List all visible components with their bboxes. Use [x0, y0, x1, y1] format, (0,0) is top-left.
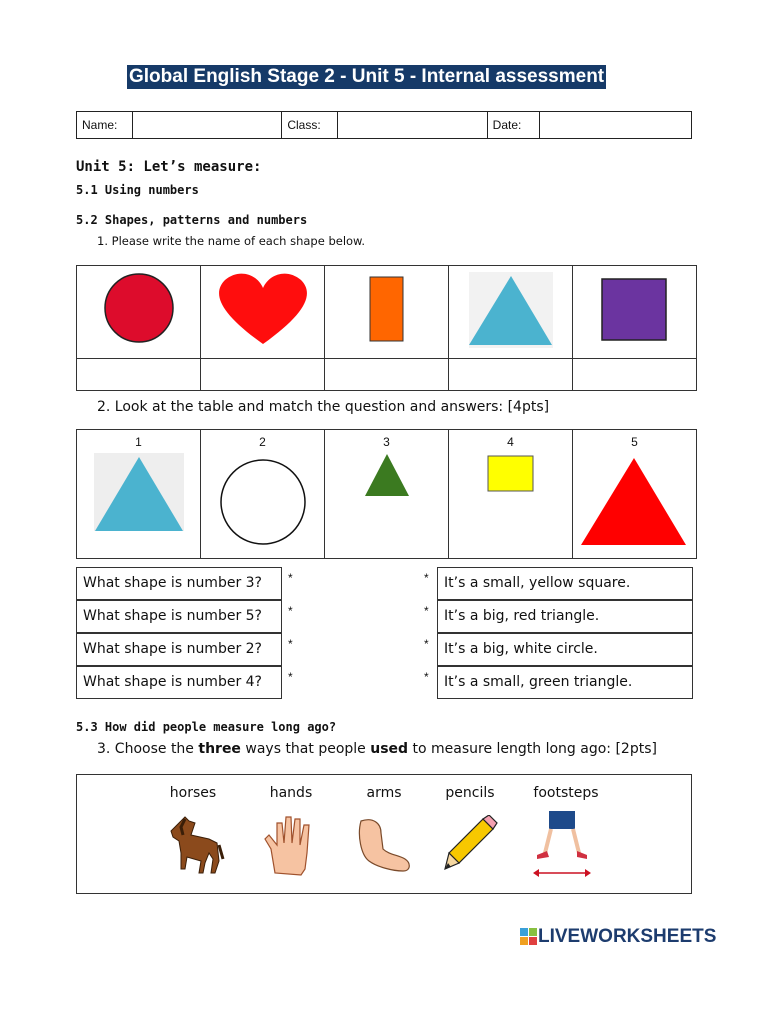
section-5-3: 5.3 How did people measure long ago? [76, 720, 337, 734]
hand-icon[interactable] [261, 813, 319, 879]
shape-cell-5 [573, 266, 697, 359]
match-dot-left-4[interactable]: * [288, 670, 293, 684]
question-3-bold-used: used [370, 741, 409, 757]
page-title: Global English Stage 2 - Unit 5 - Internal assessment [129, 66, 605, 87]
numbered-cell-1 [77, 430, 201, 559]
measurement-options-box [76, 774, 692, 894]
footsteps-icon[interactable] [529, 809, 597, 879]
option-pencils[interactable]: pencils [445, 785, 495, 801]
match-dot-right-2[interactable]: * [424, 604, 429, 618]
answer-cell-2[interactable] [201, 359, 325, 391]
shape-cell-3 [325, 266, 449, 359]
match-answer-2: It’s a big, red triangle. [437, 600, 693, 633]
pencil-icon[interactable] [443, 815, 499, 875]
date-label: Date: [488, 112, 540, 138]
liveworksheets-logo [520, 926, 716, 948]
answer-cell-5[interactable] [573, 359, 697, 391]
numbered-shapes-table [76, 429, 697, 559]
option-horses[interactable]: horses [169, 785, 217, 801]
match-dot-left-3[interactable]: * [288, 637, 293, 651]
section-5-1: 5.1 Using numbers [76, 183, 199, 197]
arm-icon[interactable] [355, 815, 415, 877]
option-arms[interactable]: arms [366, 785, 402, 801]
date-field[interactable] [540, 112, 692, 138]
question-3-post: to measure length long ago: [2pts] [408, 741, 657, 757]
match-dot-right-4[interactable]: * [424, 670, 429, 684]
unit-heading: Unit 5: Let’s measure: [76, 159, 262, 175]
match-answer-1: It’s a small, yellow square. [437, 567, 693, 600]
match-question-2: What shape is number 5? [76, 600, 282, 633]
horse-icon[interactable] [165, 813, 225, 877]
shape-cell-4 [449, 266, 573, 359]
answer-cell-3[interactable] [325, 359, 449, 391]
shape-cell-2 [201, 266, 325, 359]
red-circle-shape [77, 266, 200, 354]
question-1: 1. Please write the name of each shape below. [97, 234, 366, 248]
red-heart-shape [201, 266, 324, 354]
shape-number-1: 1 [135, 435, 142, 449]
shape-number-3: 3 [383, 435, 390, 449]
match-question-3: What shape is number 2? [76, 633, 282, 666]
class-field[interactable] [338, 112, 488, 138]
match-answer-4: It’s a small, green triangle. [437, 666, 693, 699]
match-dot-right-1[interactable]: * [424, 571, 429, 585]
shapes-naming-table [76, 265, 697, 391]
shape-number-4: 4 [507, 435, 514, 449]
section-5-2: 5.2 Shapes, patterns and numbers [76, 213, 308, 227]
question-2: 2. Look at the table and match the question and answers: [4pts] [97, 399, 550, 415]
numbered-cell-5 [573, 430, 697, 559]
orange-rectangle-shape [325, 266, 448, 354]
answer-cell-1[interactable] [77, 359, 201, 391]
option-footsteps[interactable]: footsteps [533, 785, 599, 801]
numbered-cell-4 [449, 430, 573, 559]
question-3-mid: ways that people [240, 741, 371, 757]
match-dot-left-1[interactable]: * [288, 571, 293, 585]
answer-cell-4[interactable] [449, 359, 573, 391]
student-info-row [76, 111, 692, 139]
shape-number-2: 2 [259, 435, 266, 449]
question-3-pre: 3. Choose the [97, 741, 199, 757]
purple-square-shape [573, 266, 696, 354]
question-3 [97, 741, 657, 757]
option-hands[interactable]: hands [269, 785, 313, 801]
liveworksheets-logo-text: LIVEWORKSHEETS [538, 926, 717, 947]
match-dot-left-2[interactable]: * [288, 604, 293, 618]
shape-number-5: 5 [631, 435, 638, 449]
numbered-cell-3 [325, 430, 449, 559]
name-field[interactable] [133, 112, 283, 138]
liveworksheets-logo-icon [520, 928, 538, 946]
numbered-cell-2 [201, 430, 325, 559]
name-label: Name: [77, 112, 133, 138]
match-answer-3: It’s a big, white circle. [437, 633, 693, 666]
blue-triangle-shape [449, 266, 572, 354]
class-label: Class: [282, 112, 338, 138]
question-3-bold-three: three [198, 741, 241, 757]
match-question-4: What shape is number 4? [76, 666, 282, 699]
match-question-1: What shape is number 3? [76, 567, 282, 600]
shape-cell-1 [77, 266, 201, 359]
match-dot-right-3[interactable]: * [424, 637, 429, 651]
